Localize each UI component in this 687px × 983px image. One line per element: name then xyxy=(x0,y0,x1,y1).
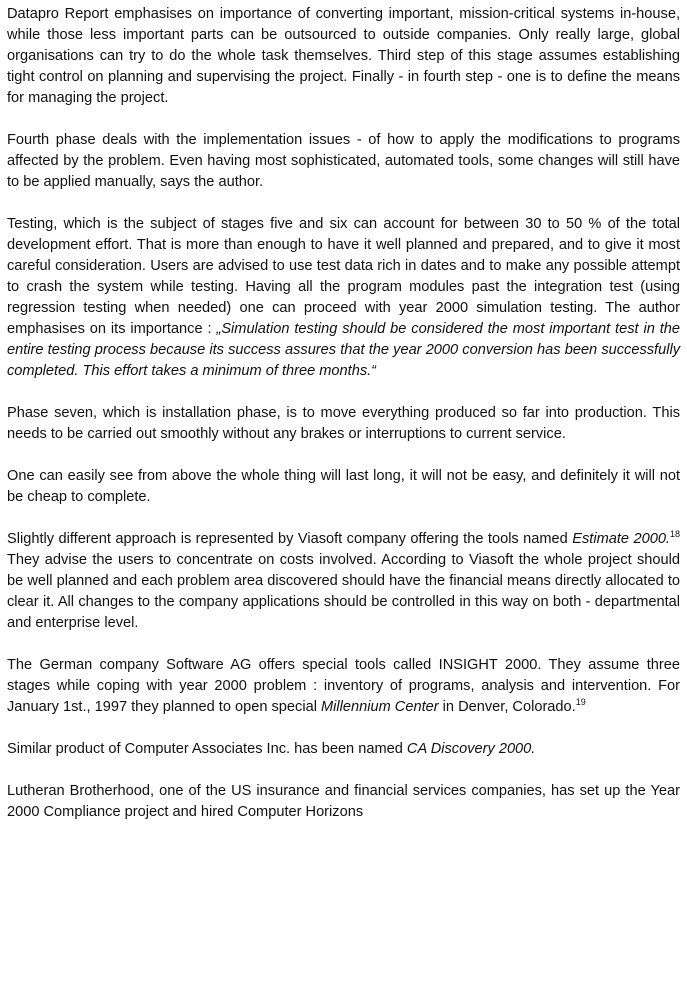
software-ag-text-2: in Denver, Colorado. xyxy=(438,699,576,715)
paragraph-conclusion: One can easily see from above the whole thing will last long, it will not be easy, and definitely it will not be cheap to complete. xyxy=(7,468,680,505)
viasoft-product-name: Estimate 2000. xyxy=(572,531,670,547)
paragraph-phase-seven: Phase seven, which is installation phase, is to move everything produced so far into production. This needs to be carried out smoothly without any brakes or interruptions to current service. xyxy=(7,405,680,442)
testing-text: Testing, which is the subject of stages five and six can account for between 30 to 50 % of the total development effort. That is more than enough to have it well planned and prepared, and to give it most careful consideration. Users are advised to use test data rich in dates and to make any possible attempt to crash the system while testing. Having all the program modules past the integration test (using regression testing when needed) one can proceed with year 2000 simulation testing. The author emphasises on its importance : xyxy=(7,216,680,337)
paragraph-computer-associates xyxy=(7,739,680,760)
paragraph-fourth-phase: Fourth phase deals with the implementation issues - of how to apply the modifications to programs affected by the problem. Even having most sophisticated, automated tools, some changes will still have to be applied manually, says the author. xyxy=(7,132,680,190)
paragraph-datapro-report: Datapro Report emphasises on importance of converting important, mission-critical systems in-house, while those less important parts can be outsourced to outside companies. Only really large, global organisations can try to do the whole task themselves. Third step of this stage assumes establishing tight control on planning and supervising the project. Finally - in fourth step - one is to define the means for managing the project. xyxy=(7,6,680,106)
paragraph-lutheran-brotherhood: Lutheran Brotherhood, one of the US insurance and financial services companies, has set up the Year 2000 Compliance project and hired Computer Horizons xyxy=(7,783,680,820)
footnote-marker-19: 19 xyxy=(575,697,586,707)
footnote-marker-18: 18 xyxy=(670,529,681,539)
software-ag-text-1: The German company Software AG offers special tools called INSIGHT 2000. They assume three stages while coping with year 2000 problem : inventory of programs, analysis and intervention. For January 1st., 1997 they planned to open special xyxy=(7,657,680,715)
document-page xyxy=(7,4,680,823)
paragraph-testing xyxy=(7,214,680,382)
viasoft-text-1: Slightly different approach is represented by Viasoft company offering the tools named xyxy=(7,531,573,547)
viasoft-text-2: They advise the users to concentrate on costs involved. According to Viasoft the whole project should be well planned and each problem area discovered should have the financial means directly allocated to clear it. All changes to the company applications should be controlled in this way on both - departmental and enterprise level. xyxy=(7,552,680,631)
testing-quote: „Simulation testing should be considered the most important test in the entire testing process because its success assures that the year 2000 conversion has been successfully completed. This effort takes a minimum of three months.“ xyxy=(7,321,680,379)
millennium-center-name: Millennium Center xyxy=(321,699,439,715)
computer-associates-text: Similar product of Computer Associates Inc. has been named xyxy=(7,741,407,757)
ca-discovery-product-name: CA Discovery 2000. xyxy=(406,741,536,757)
paragraph-software-ag xyxy=(7,655,680,718)
paragraph-viasoft xyxy=(7,529,680,634)
